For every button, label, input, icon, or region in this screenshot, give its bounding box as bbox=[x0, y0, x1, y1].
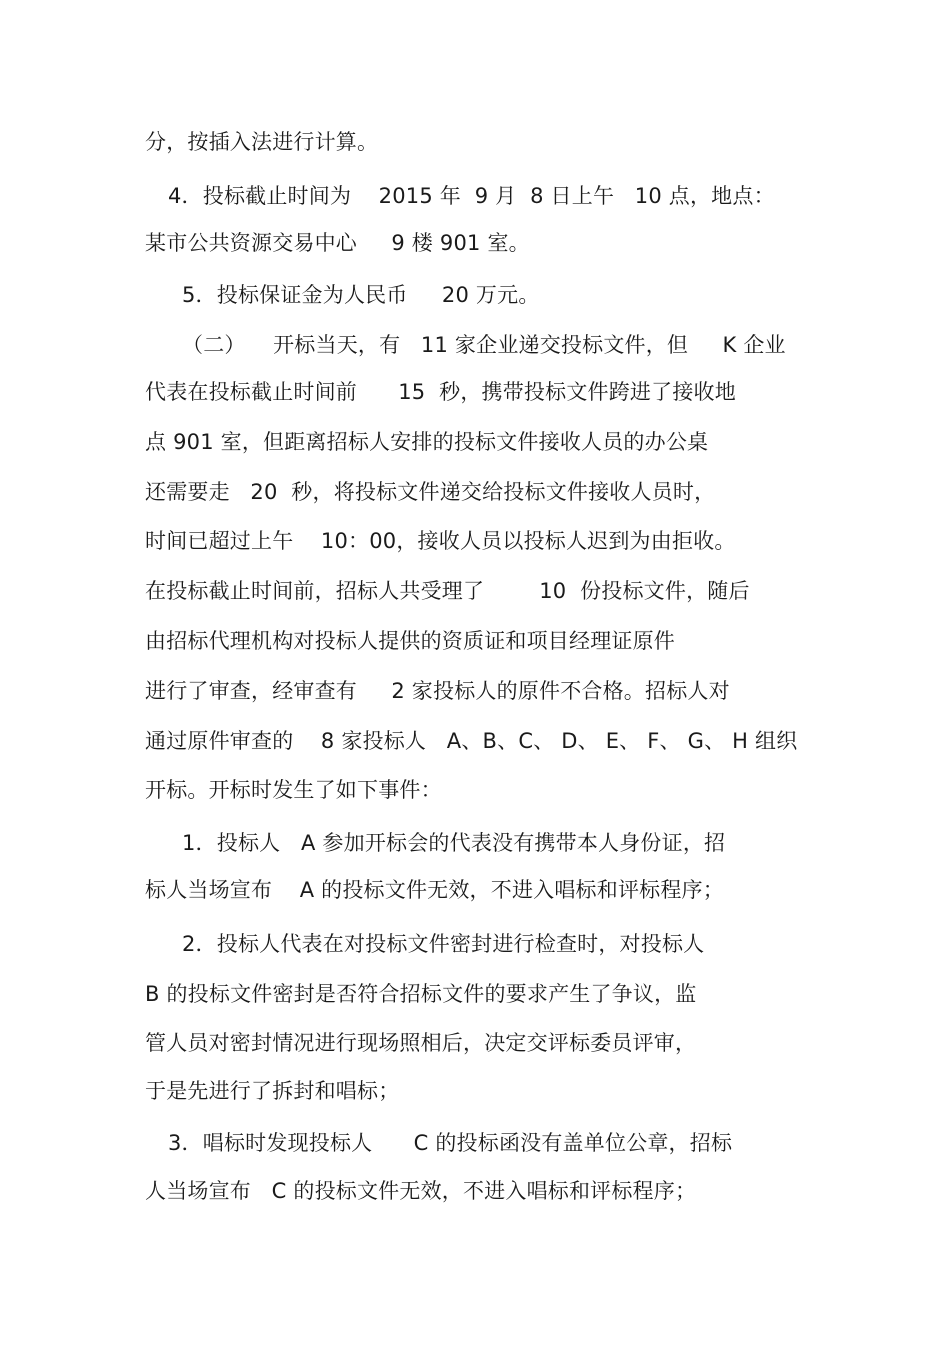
text-line-18: B 的投标文件密封是否符合招标文件的要求产生了争议，监 bbox=[145, 982, 697, 1006]
text-line-19: 管人员对密封情况进行现场照相后，决定交评标委员评审， bbox=[145, 1031, 697, 1055]
text-line-6: 代表在投标截止时间前 15 秒，携带投标文件跨进了接收地 bbox=[145, 380, 736, 404]
text-line-1: 分，按插入法进行计算。 bbox=[145, 130, 379, 154]
text-line-4: 5．投标保证金为人民币 20 万元。 bbox=[182, 283, 540, 307]
text-line-8: 还需要走 20 秒，将投标文件递交给投标文件接收人员时， bbox=[145, 480, 716, 504]
text-line-15: 1．投标人 A 参加开标会的代表没有携带本人身份证，招 bbox=[182, 831, 726, 855]
text-line-20: 于是先进行了拆封和唱标； bbox=[145, 1079, 400, 1103]
text-line-21: 3．唱标时发现投标人 C 的投标函没有盖单位公章，招标 bbox=[168, 1131, 733, 1155]
text-line-14: 开标。开标时发生了如下事件： bbox=[145, 778, 442, 802]
text-line-12: 进行了审查，经审查有 2 家投标人的原件不合格。招标人对 bbox=[145, 679, 730, 703]
text-line-7: 点 901 室，但距离招标人安排的投标文件接收人员的办公桌 bbox=[145, 430, 709, 454]
text-line-2: 4．投标截止时间为 2015 年 9 月 8 日上午 10 点，地点： bbox=[168, 184, 775, 208]
text-line-13: 通过原件审查的 8 家投标人 A、B、C、 D、 E、 F、 G、 H 组织 bbox=[145, 729, 798, 753]
text-line-10: 在投标截止时间前，招标人共受理了 10 份投标文件，随后 bbox=[145, 579, 750, 603]
text-line-11: 由招标代理机构对投标人提供的资质证和项目经理证原件 bbox=[145, 629, 675, 653]
text-line-22: 人当场宣布 C 的投标文件无效，不进入唱标和评标程序； bbox=[145, 1179, 697, 1203]
text-line-9: 时间已超过上午 10：00，接收人员以投标人迟到为由拒收。 bbox=[145, 529, 736, 553]
text-line-17: 2．投标人代表在对投标文件密封进行检查时，对投标人 bbox=[182, 932, 705, 956]
text-line-3: 某市公共资源交易中心 9 楼 901 室。 bbox=[145, 231, 530, 255]
text-line-16: 标人当场宣布 A 的投标文件无效，不进入唱标和评标程序； bbox=[145, 878, 724, 902]
text-line-5: （二） 开标当天，有 11 家企业递交投标文件，但 K 企业 bbox=[182, 333, 786, 357]
